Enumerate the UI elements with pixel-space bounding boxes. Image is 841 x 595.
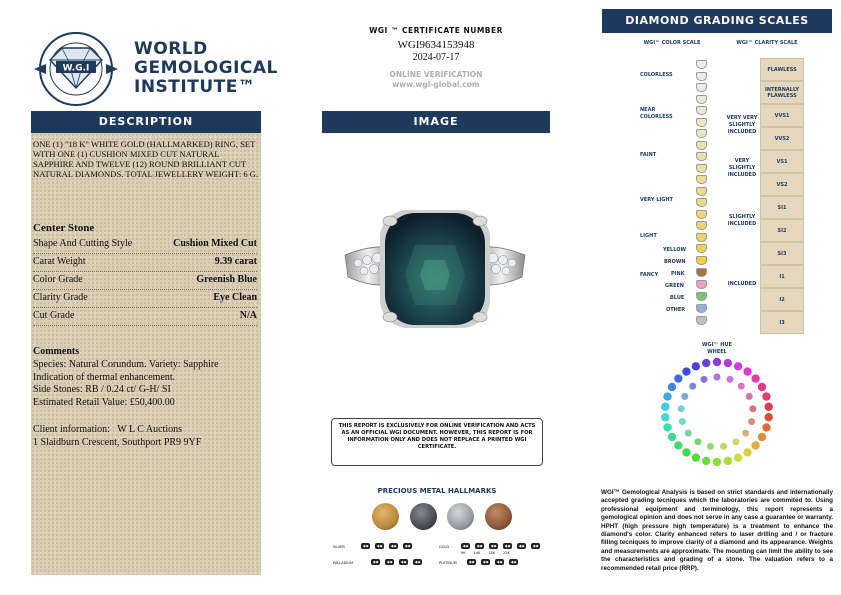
logo <box>28 30 278 108</box>
image-header: IMAGE <box>322 111 550 133</box>
color-stone-icon <box>696 175 707 184</box>
client-name: W L C Auctions <box>117 424 182 435</box>
hue-dot <box>674 441 682 449</box>
hue-dot <box>685 430 692 437</box>
clarity-scale-title: WGI™ CLARITY SCALE <box>736 40 798 46</box>
verification-notice: THIS REPORT IS EXCLUSIVELY FOR ONLINE VERIFICATION AND ACTS AS AN OFFICIAL WGI DOCUMENT. HOWEVER, THIS REPORT IS FOR INFORMATION ONLY AND DOES NOT REPLACE A PRINTED WGI CERTIFICATE. <box>331 418 543 466</box>
hue-dot <box>674 374 682 382</box>
item-description: ONE (1) "18 K" WHITE GOLD (HALLMARKED) RING, SET WITH ONE (1) CUSHION MIXED CUT NATURAL SAPPHIRE AND TWELVE (12) ROUND BRILLIANT CUT NATURAL DIAMONDS. TOTAL JEWELLERY WEIGHT: 6 G. <box>33 139 259 179</box>
row-label: Color Grade <box>33 274 83 285</box>
hue-dot <box>762 392 770 400</box>
hue-dot <box>751 441 759 449</box>
color-stone-icon <box>696 152 707 161</box>
hallmark-stamp: ◆◆ <box>415 560 421 564</box>
color-group-fancy: FANCY <box>640 272 659 278</box>
hue-dot <box>681 393 688 400</box>
hue-wheel-title: WGI™ HUE WHEEL <box>702 342 732 355</box>
clarity-grade: FLAWLESS <box>760 58 804 81</box>
hallmark-stamp: ◆◆ <box>363 544 369 548</box>
karat-label: 18K <box>488 551 496 555</box>
hallmark-stamp: ◆◆ <box>533 544 539 548</box>
hue-dot <box>748 418 755 425</box>
silver-coin-icon <box>447 503 474 530</box>
hue-dot <box>713 458 721 466</box>
row-shape <box>33 236 257 254</box>
gold-label: GOLD <box>439 545 450 549</box>
hallmark-stamp: ◆◆ <box>387 560 393 564</box>
clarity-group-vvs: VERY VERY SLIGHTLY INCLUDED <box>726 115 758 135</box>
seal-text: W.G.I <box>62 63 90 74</box>
hue-dot <box>661 413 669 421</box>
hallmark-stamp: ◆◆ <box>491 544 497 548</box>
comment-line: Species: Natural Corundum. Variety: Sapphire <box>33 359 219 370</box>
color-stone-icon <box>696 129 707 138</box>
color-scale-title: WGI™ COLOR SCALE <box>643 40 701 46</box>
hue-dot <box>663 423 671 431</box>
fancy-stone-icon <box>696 304 707 313</box>
certificate-date: 2024-07-17 <box>412 52 460 63</box>
hue-dot <box>751 374 759 382</box>
comment-line: Side Stones: RB / 0.24 ct/ G-H/ SI <box>33 384 171 395</box>
wgi-seal-icon <box>28 30 128 108</box>
color-stone-icon <box>696 72 707 81</box>
hallmark-stamp: ◆◆ <box>497 560 503 564</box>
institute-name-line-2: GEMOLOGICAL <box>134 58 278 78</box>
hue-dot <box>724 457 732 465</box>
row-label: Shape And Cutting Style <box>33 238 133 249</box>
hue-dot <box>678 405 685 412</box>
hue-dot <box>692 362 700 370</box>
hue-dot <box>682 367 690 375</box>
clarity-grade: SI1 <box>760 196 804 219</box>
institute-name-line-1: WORLD <box>134 39 208 59</box>
hue-dot <box>758 433 766 441</box>
hallmark-stamp: ◆◆ <box>401 560 407 564</box>
hallmark-row-2 <box>333 558 543 568</box>
client-line <box>33 424 259 437</box>
hue-dot <box>707 443 714 450</box>
hue-dot <box>663 392 671 400</box>
fancy-yellow: YELLOW <box>663 247 686 253</box>
clarity-grade: I1 <box>760 265 804 288</box>
hue-dot <box>742 430 749 437</box>
hallmark-stamp: ◆◆ <box>505 544 511 548</box>
fancy-other: OTHER <box>666 307 686 313</box>
ring-image <box>340 205 530 335</box>
row-clarity <box>33 290 257 308</box>
hue-dot <box>765 403 773 411</box>
hue-dot <box>734 453 742 461</box>
hue-dot <box>738 383 745 390</box>
hue-dot <box>661 403 669 411</box>
row-label: Clarity Grade <box>33 292 88 303</box>
color-stone-icon <box>696 221 707 230</box>
fancy-blue: BLUE <box>670 295 685 301</box>
row-label: Cut Grade <box>33 310 75 321</box>
description-panel <box>31 133 261 575</box>
disclaimer-text: WGI™ Gemological Analysis is based on strict standards and internationally accepted grading tecniques which the laboratories are commited to. Using professional equipment and terminology, this report represents a gemological opinion and does not serve in any case a guarantee or warranty. HPHT (high pressure high temperature) is a treatment to enhance the diamond's color. Clarity enhanced refers to laser drilling and / or fracture filling tecniques to improve clarity of a diamond and its appearance. Weights and measurements are approximate. The mounting can limit the ability to see the characteristics and grading of a stone. The valuation refers to a recommended retail price (RRP). <box>601 489 833 572</box>
hallmarks-title: PRECIOUS METAL HALLMARKS <box>377 487 497 495</box>
row-value: Greenish Blue <box>196 274 257 285</box>
color-stone-icon <box>696 244 707 253</box>
clarity-group-included: INCLUDED <box>727 281 757 287</box>
row-carat <box>33 254 257 272</box>
fancy-brown: BROWN <box>664 259 686 265</box>
clarity-grades <box>760 58 804 334</box>
hallmark-stamp: ◆◆ <box>377 544 383 548</box>
color-stone-icon <box>696 164 707 173</box>
hue-dot <box>668 433 676 441</box>
hue-dot <box>714 374 721 381</box>
fancy-pink: PINK <box>671 271 685 277</box>
hallmark-stamp: ◆◆ <box>373 560 379 564</box>
fancy-green: GREEN <box>665 283 684 289</box>
color-stone-icon <box>696 60 707 69</box>
color-stone-icon <box>696 210 707 219</box>
karat-label: 14K <box>473 551 481 555</box>
karat-label: 22K <box>503 551 510 555</box>
hue-dot <box>743 448 751 456</box>
hue-dot <box>724 359 732 367</box>
hallmark-stamp: ◆◆ <box>391 544 397 548</box>
row-value: N/A <box>239 310 257 321</box>
karat-row <box>461 551 541 557</box>
hue-dot <box>682 448 690 456</box>
hue-dot <box>692 453 700 461</box>
client-address: 1 Slaidburn Crescent, Southport PR9 9YF <box>33 436 202 448</box>
grading-scales-header: DIAMOND GRADING SCALES <box>602 9 832 33</box>
silver-label: SILVER <box>333 545 345 549</box>
row-value: 9.39 carat <box>214 256 257 267</box>
hue-dot <box>765 413 773 421</box>
center-stone-table <box>33 236 257 326</box>
hue-dot <box>743 367 751 375</box>
comments-title: Comments <box>33 346 80 357</box>
color-stone-icon <box>696 118 707 127</box>
client-label: Client information: <box>33 424 110 435</box>
color-stone-icon <box>696 187 707 196</box>
fancy-stone-icon <box>696 280 707 289</box>
color-stone-icon <box>696 95 707 104</box>
row-value: Cushion Mixed Cut <box>173 238 257 249</box>
institute-name <box>134 40 278 97</box>
fancy-stone-icon <box>696 292 707 301</box>
clarity-grade: VS1 <box>760 150 804 173</box>
comment-line: Estimated Retail Value: £50,400.00 <box>33 396 175 408</box>
hallmark-coins <box>372 503 512 530</box>
clarity-group-si: SLIGHTLY INCLUDED <box>727 214 757 227</box>
row-label: Carat Weight <box>33 256 86 267</box>
color-group-light: LIGHT <box>640 233 657 239</box>
hue-dot <box>746 393 753 400</box>
hue-dot <box>713 358 721 366</box>
certificate-block <box>322 26 550 89</box>
clarity-group-vs: VERY SLIGHTLY INCLUDED <box>727 158 757 178</box>
hue-wheel <box>650 354 785 474</box>
color-group-colorless: COLORLESS <box>640 72 673 78</box>
certificate-label: WGI ™ CERTIFICATE NUMBER <box>369 26 503 35</box>
hue-dot <box>734 362 742 370</box>
hue-dot <box>727 376 734 383</box>
hue-dot <box>668 383 676 391</box>
hue-dot <box>749 405 756 412</box>
hue-dot <box>695 438 702 445</box>
color-stone-icon <box>696 198 707 207</box>
row-value: Eye Clean <box>213 292 257 303</box>
color-stone-icon <box>696 83 707 92</box>
dark-coin-icon <box>410 503 437 530</box>
color-stone-column <box>696 60 710 328</box>
hue-dot <box>702 359 710 367</box>
karat-label: 9K <box>461 551 466 555</box>
verification-url[interactable]: www.wgi-global.com <box>392 80 480 89</box>
fancy-stone-icon <box>696 268 707 277</box>
hue-dot <box>758 383 766 391</box>
clarity-grade: INTERNALLY FLAWLESS <box>760 81 804 104</box>
row-color <box>33 272 257 290</box>
clarity-grade: SI2 <box>760 219 804 242</box>
description-header: DESCRIPTION <box>31 111 261 133</box>
platinum-label: PLATINUM <box>439 561 457 565</box>
hue-dot <box>679 418 686 425</box>
hallmark-stamp: ◆◆ <box>463 544 469 548</box>
comment-line: Indication of thermal enhancement. <box>33 371 176 383</box>
gold-coin-icon <box>372 503 399 530</box>
palladium-label: PALLADIUM <box>333 561 353 565</box>
hallmark-stamp: ◆◆ <box>483 560 489 564</box>
certificate-number: WGI9634153948 <box>397 39 475 51</box>
hue-dot <box>689 383 696 390</box>
hue-dot <box>732 438 739 445</box>
clarity-grade: VS2 <box>760 173 804 196</box>
fancy-stone-icon <box>696 256 707 265</box>
clarity-grade: VVS1 <box>760 104 804 127</box>
comments-list <box>33 359 259 409</box>
institute-name-line-3: INSTITUTE™ <box>134 77 256 97</box>
hue-dot <box>702 457 710 465</box>
color-stone-icon <box>696 106 707 115</box>
color-group-faint: FAINT <box>640 152 657 158</box>
hallmark-stamp: ◆◆ <box>511 560 517 564</box>
clarity-grade: I2 <box>760 288 804 311</box>
online-verification-label: ONLINE VERIFICATION <box>389 70 483 79</box>
color-stone-icon <box>696 141 707 150</box>
color-group-very-light: VERY LIGHT <box>640 197 673 203</box>
hue-dot <box>720 443 727 450</box>
color-stone-icon <box>696 233 707 242</box>
hue-dot <box>700 376 707 383</box>
color-group-near-colorless: NEAR COLORLESS <box>640 107 673 120</box>
hallmark-stamp: ◆◆ <box>477 544 483 548</box>
client-info <box>33 424 259 449</box>
hallmark-stamp: ◆◆ <box>405 544 411 548</box>
copper-coin-icon <box>485 503 512 530</box>
hallmark-stamp: ◆◆ <box>469 560 475 564</box>
center-stone-title: Center Stone <box>33 222 95 234</box>
clarity-grade: SI3 <box>760 242 804 265</box>
clarity-grade: VVS2 <box>760 127 804 150</box>
clarity-grade: I3 <box>760 311 804 334</box>
row-cut <box>33 308 257 326</box>
hue-dot <box>762 423 770 431</box>
hallmark-stamp: ◆◆ <box>519 544 525 548</box>
fancy-stone-icon <box>696 316 707 325</box>
